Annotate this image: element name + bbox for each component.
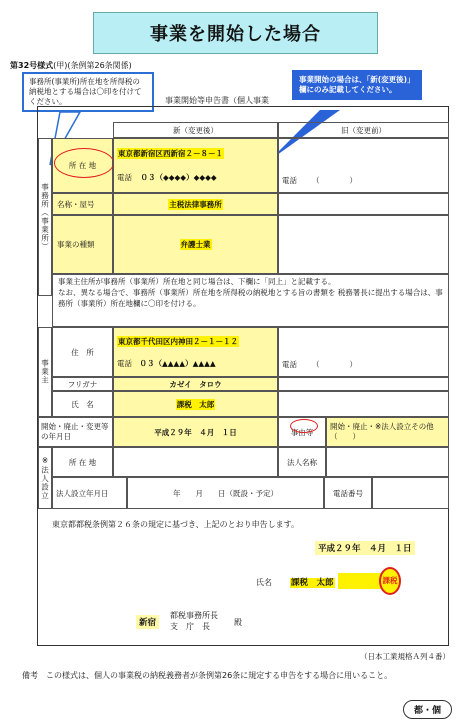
- owner-old-phone: （ ）: [312, 360, 357, 369]
- form-number: 第32号様式(甲)(条例第26条関係): [10, 61, 132, 70]
- owner-kana-cell[interactable]: [113, 377, 278, 391]
- corp-name-label: 法人名称: [278, 447, 326, 477]
- start-date-label: 開始・廃止・変更等の年月日: [38, 417, 113, 447]
- owner-address-cell[interactable]: [113, 327, 278, 377]
- office-instruction-note: 事業主住所が事務所（事業所）所在地と同じ場合は、下欄に「同上」と記載する。 なお、異なる場合で、事務所（事業所）所在地を所得税の納税地とする旨の書類を 税務署長に提出する場合は、事務所（事業所）所在地欄に〇印を付ける。: [52, 274, 449, 327]
- callout-new-column-note: 事業開始の場合は、「新(変更後)」欄にのみ記載してください。: [292, 70, 422, 100]
- reason-text: 開始・廃止・※法人設立その他（ ）: [330, 422, 434, 441]
- start-date-cell[interactable]: [113, 417, 278, 447]
- corp-section-label: ※法人設立: [38, 447, 52, 509]
- office-name: 主税法律事務所: [169, 199, 222, 209]
- owner-section-label: 事業主: [38, 327, 52, 417]
- office-address-cell[interactable]: [113, 138, 278, 193]
- remarks: 備考 この様式は、個人の事業税の納税義務者が条例第26条に規定する申告をする場合に用いること。: [22, 671, 393, 680]
- owner-name-cell[interactable]: [113, 391, 278, 417]
- office-phone-label: 電話: [117, 173, 132, 183]
- owner-old-address-cell[interactable]: [278, 327, 449, 377]
- office-old-phone-label: 電話: [282, 176, 297, 185]
- office-section-label: 事務所（事業所）: [38, 138, 52, 296]
- corp-location-cell[interactable]: [113, 447, 278, 477]
- owner-address-label: 住 所: [52, 327, 113, 377]
- owner-address: 東京都千代田区内神田２－１－１２: [118, 336, 238, 346]
- office-type: 弁護士業: [180, 240, 211, 249]
- office-old-name-cell[interactable]: [278, 193, 449, 215]
- corp-phone-cell[interactable]: [372, 477, 449, 509]
- reason-start-circle-mark: [290, 419, 318, 433]
- office-name-label: 名称・屋号: [52, 193, 113, 215]
- owner-phone: ０３（▲▲▲▲）▲▲▲▲: [139, 358, 216, 368]
- office-phone: ０３（◆◆◆◆）◆◆◆◆: [140, 173, 217, 183]
- office-location-label: 所 在 地: [52, 138, 113, 193]
- owner-kana-label: フリガナ: [52, 377, 113, 391]
- owner-name: 課税 太郎: [176, 399, 215, 409]
- owner-phone-label: 電話: [117, 358, 132, 368]
- office-type-cell[interactable]: [113, 215, 278, 274]
- office-type-label: 事業の種類: [52, 215, 113, 274]
- reason-cell[interactable]: [326, 417, 449, 447]
- corp-location-label: 所 在 地: [52, 447, 113, 477]
- start-date: 平成２９年 ４月 １日: [154, 427, 237, 437]
- owner-kana: カゼイ タロウ: [169, 379, 222, 389]
- corp-phone-label: 電話番号: [324, 477, 372, 509]
- doc-heading: 事業開始等申告書（個人事業: [165, 96, 269, 105]
- honorific: 殿: [234, 618, 242, 627]
- category-badge: 都・個: [403, 700, 452, 719]
- column-header-new: 新（変更後）: [113, 122, 278, 138]
- location-circle-mark: [54, 148, 114, 178]
- reason-label: 事由等: [278, 417, 326, 447]
- page-title: 事業を開始した場合: [93, 12, 378, 54]
- office-name-cell[interactable]: [113, 193, 278, 215]
- corp-name-cell[interactable]: [326, 447, 449, 477]
- tax-office-addressee: 都税事務所長 支 庁 長: [170, 611, 218, 632]
- signer-name[interactable]: 課税 太郎: [291, 578, 334, 588]
- owner-name-label: 氏 名: [52, 391, 113, 417]
- office-old-type-cell[interactable]: [278, 215, 449, 274]
- declaration-date: 平成２９年 ４月 １日: [315, 541, 415, 555]
- office-address: 東京都新宿区西新宿２－８－１: [118, 148, 223, 158]
- signer-highlight: [338, 573, 383, 589]
- corp-date: 年 月 日（既設・予定）: [173, 488, 278, 498]
- owner-old-kana-cell[interactable]: [278, 377, 449, 391]
- signer-label: 氏名: [256, 578, 272, 587]
- owner-old-name-cell[interactable]: [278, 391, 449, 417]
- owner-old-phone-label: 電話: [282, 360, 297, 369]
- form-frame: [37, 106, 449, 646]
- corp-date-cell[interactable]: [127, 477, 324, 509]
- declaration-text: 東京都都税条例第２６条の規定に基づき、上記のとおり申告します。: [52, 520, 300, 529]
- column-header-old: 旧（変更前）: [278, 122, 449, 138]
- paper-size-note: （日本工業規格Ａ列４番）: [360, 652, 450, 661]
- callout-location-note: 事務所(事業所)所在地を所得税の納税地とする場合は〇印を付けてください。: [22, 72, 154, 112]
- tax-office-name[interactable]: 新宿: [136, 615, 159, 629]
- office-old-address-cell[interactable]: [278, 138, 449, 193]
- seal-stamp: 課税: [379, 567, 401, 595]
- corp-date-label: 法人設立年月日: [52, 477, 127, 509]
- office-old-phone: （ ）: [312, 176, 357, 185]
